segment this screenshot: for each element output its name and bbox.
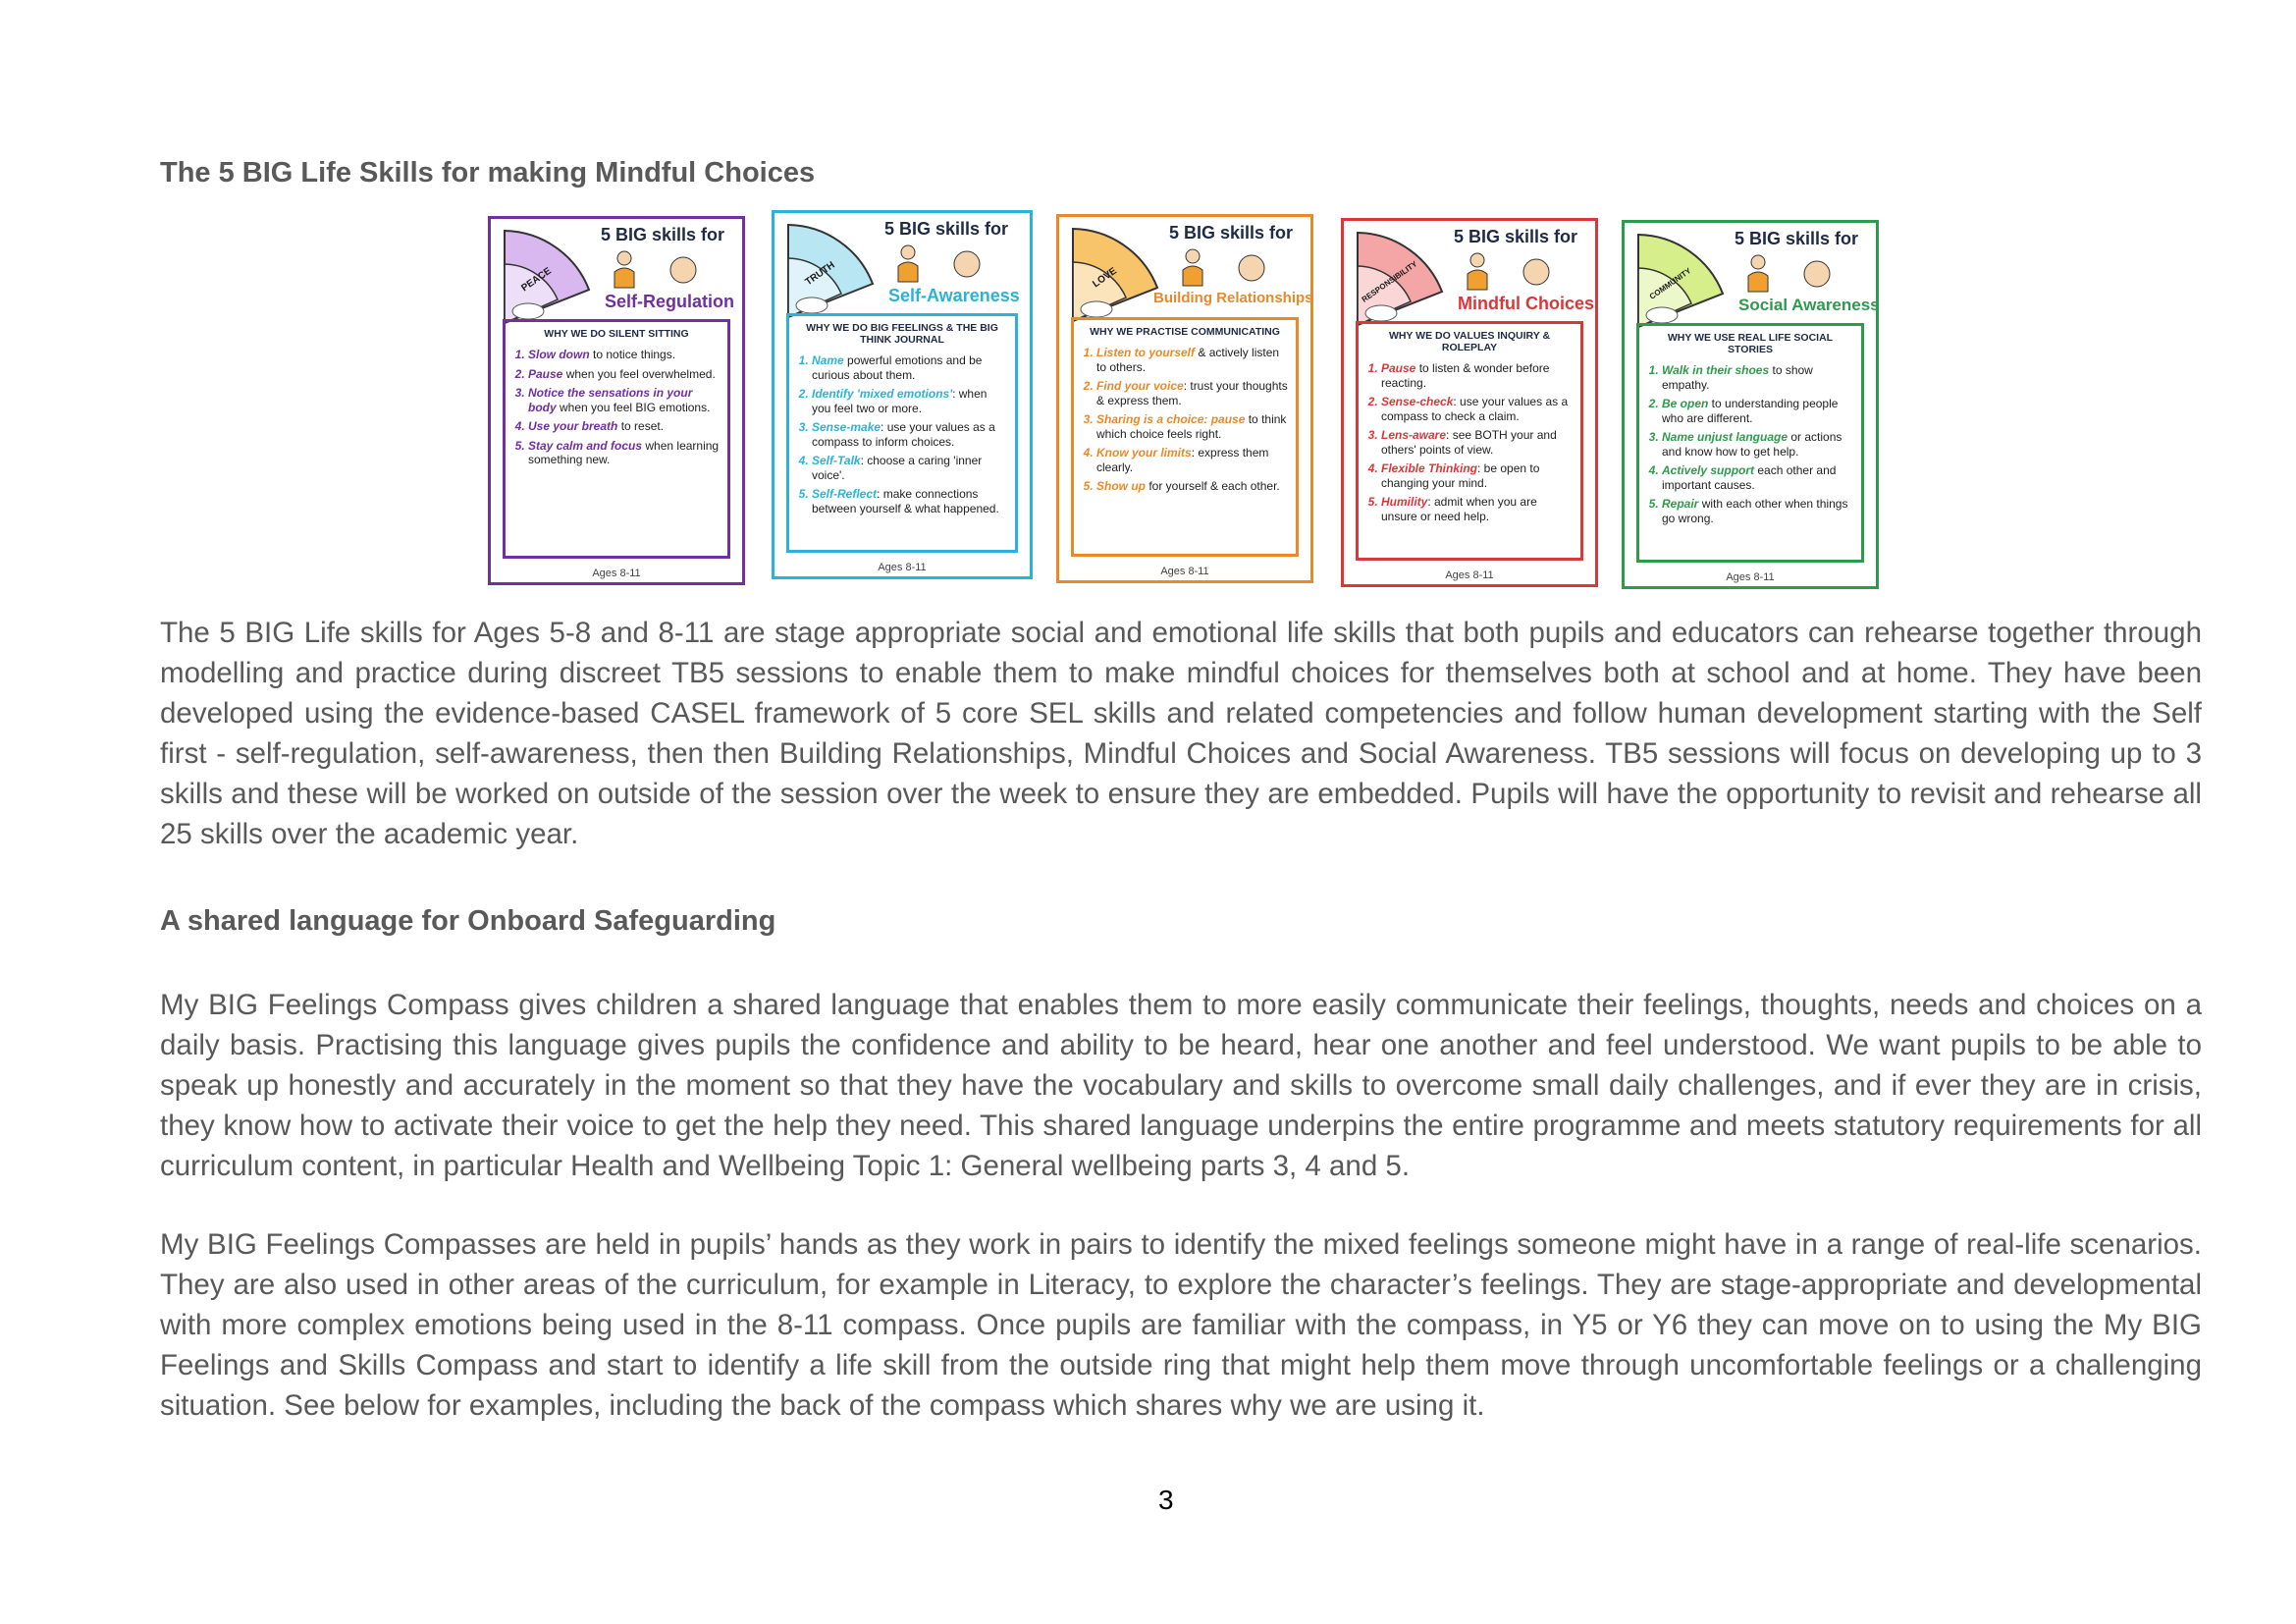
card-skills-box <box>503 319 730 559</box>
skill-card <box>1622 220 1879 589</box>
skill-keyword: Humility <box>1381 495 1428 509</box>
section-heading-safeguarding: A shared language for Onboard Safeguarding <box>160 905 776 937</box>
card-age-label: Ages 8-11 <box>1160 566 1209 577</box>
card-why-heading: WHY WE DO SILENT SITTING <box>544 328 689 340</box>
skill-keyword: Know your limits <box>1096 446 1192 460</box>
card-skill-list <box>1366 361 1573 523</box>
skill-keyword: Notice the sensations in your body <box>528 386 693 414</box>
skill-keyword: Repair <box>1662 497 1699 511</box>
value-fan-icon <box>1352 227 1460 335</box>
value-fan-icon <box>1632 229 1740 337</box>
card-skills-box <box>1071 317 1299 557</box>
skill-keyword: Self-Reflect <box>812 487 878 501</box>
skill-keyword: Lens-aware <box>1381 428 1447 442</box>
skill-item: 3. Lens-aware: see BOTH your and others' points of view. <box>1381 428 1573 457</box>
card-title-prefix: 5 BIG skills for <box>1735 229 1859 248</box>
card-title: Self-Awareness <box>888 286 1020 305</box>
skill-item: 5. Show up for yourself & each other. <box>1096 479 1288 494</box>
skill-keyword: Use your breath <box>528 419 618 433</box>
card-title-prefix: 5 BIG skills for <box>884 219 1009 239</box>
skill-card <box>488 216 745 585</box>
character-icons <box>1740 252 1858 294</box>
skill-keyword: Flexible Thinking <box>1381 461 1478 475</box>
skill-item: 5. Repair with each other when things go wrong. <box>1662 497 1853 525</box>
skill-keyword: Be open <box>1662 397 1709 410</box>
card-title: Building Relationships <box>1153 290 1313 306</box>
fan-word: TRUTH <box>803 259 837 289</box>
skill-keyword: Walk in their shoes <box>1662 363 1770 377</box>
character-icons <box>890 243 1008 284</box>
skill-item: 1. Name powerful emotions and be curious about them. <box>812 353 1007 382</box>
intro-paragraph: The 5 BIG Life skills for Ages 5-8 and 8-11 are stage appropriate social and emotional life skills that both pupils and educators can rehearse together through modelling and practice during discreet TB5 sessions to enable them to make mindful choices for themselves both at school and at home. They have been developed using the evidence-based CASEL framework of 5 core SEL skills and related competencies and follow human development starting with the Self first - self-regulation, self-awareness, then then Building Relationships, Mindful Choices and Social Awareness. TB5 sessions will focus on developing up to 3 skills and these will be worked on outside of the session over the week to ensure they are embedded. Pupils will have the opportunity to revisit and rehearse all 25 skills over the academic year. <box>160 617 2202 850</box>
skill-card <box>1056 214 1313 583</box>
skill-keyword: Name unjust language <box>1662 430 1789 444</box>
skill-item: 1. Listen to yourself & actively listen to others. <box>1096 346 1288 374</box>
fan-word: COMMUNITY <box>1647 266 1693 301</box>
card-skill-list <box>1082 346 1288 494</box>
card-skill-list <box>797 353 1007 515</box>
skill-keyword: Sense-check <box>1381 395 1454 408</box>
card-skills-box <box>1356 321 1583 561</box>
fan-word: PEACE <box>519 265 554 295</box>
skill-keyword: Identify 'mixed emotions' <box>812 387 953 401</box>
card-title: Mindful Choices <box>1458 294 1594 313</box>
value-fan-icon <box>782 219 890 327</box>
card-title: Self-Regulation <box>605 292 735 311</box>
skill-item: 3. Sense-make: use your values as a compass to inform choices. <box>812 420 1007 449</box>
skill-item: 2. Be open to understanding people who are different. <box>1662 397 1853 425</box>
value-fan-icon <box>1067 223 1175 331</box>
card-age-label: Ages 8-11 <box>1445 569 1494 581</box>
fan-word: LOVE <box>1091 265 1119 291</box>
skill-item: 2. Sense-check: use your values as a compass to check a claim. <box>1381 395 1573 423</box>
section-heading: The 5 BIG Life Skills for making Mindful Choices <box>160 157 816 189</box>
card-skills-box <box>786 313 1018 553</box>
compass-paragraph: My BIG Feelings Compass gives children a shared language that enables them to more easily communicate their feelings, thoughts, needs and choices on a daily basis. Practising this language gives pupils the confidence and ability to be heard, hear one another and feel understood. We want pupils to be able to speak up honestly and accurately in the moment so that they have the vocabulary and skills to overcome small daily challenges, and if ever they are in crisis, they know how to activate their voice to get the help they need. This shared language underpins the entire programme and meets statutory requirements for all curriculum content, in particular Health and Wellbeing Topic 1: General wellbeing parts 3, 4 and 5. <box>160 989 2202 1182</box>
card-skill-list <box>1647 363 1853 525</box>
value-fan-icon <box>499 225 607 333</box>
skill-item: 3. Name unjust language or actions and know how to get help. <box>1662 430 1853 459</box>
card-why-heading: WHY WE DO BIG FEELINGS & THE BIG THINK JOURNAL <box>806 322 998 346</box>
skill-keyword: Stay calm and focus <box>528 438 643 453</box>
skill-keyword: Self-Talk <box>812 454 861 467</box>
skill-keyword: Pause <box>528 366 563 381</box>
skill-item: 4. Know your limits: express them clearly. <box>1096 446 1288 474</box>
skill-keyword: Actively support <box>1662 463 1755 477</box>
skill-item: 4. Flexible Thinking: be open to changing your mind. <box>1381 461 1573 490</box>
skill-keyword: Show up <box>1096 479 1146 493</box>
skill-keyword: Slow down <box>528 348 590 361</box>
skill-item: 2. Identify 'mixed emotions': when you feel two or more. <box>812 387 1007 415</box>
skill-keyword: Sense-make <box>812 420 881 434</box>
card-skills-box <box>1636 323 1864 563</box>
card-title-prefix: 5 BIG skills for <box>1454 227 1578 246</box>
skill-item: 4. Self-Talk: choose a caring 'inner voice'. <box>812 454 1007 482</box>
card-why-heading: WHY WE DO VALUES INQUIRY & ROLEPLAY <box>1388 330 1551 353</box>
character-icons <box>607 248 724 290</box>
compass-usage-paragraph: My BIG Feelings Compasses are held in pupils’ hands as they work in pairs to identify the mixed feelings someone might have in a range of real-life scenarios. They are also used in other areas of the curriculum, for example in Literacy, to explore the character’s feelings. They are stage-appropriate and developmental with more complex emotions being used in the 8-11 compass. Once pupils are familiar with the compass, in Y5 or Y6 they can move on to using the My BIG Feelings and Skills Compass and start to identify a life skill from the outside ring that might help them move through uncomfortable feelings or a challenging situation. See below for examples, including the back of the compass which shares why we are using it. <box>160 1228 2202 1422</box>
card-title-prefix: 5 BIG skills for <box>1169 223 1294 243</box>
card-age-label: Ages 8-11 <box>1726 571 1775 583</box>
character-icons <box>1175 246 1293 288</box>
skill-keyword: Name <box>812 353 844 367</box>
fan-word: RESPONSIBILITY <box>1360 259 1419 304</box>
card-why-heading: WHY WE PRACTISE COMMUNICATING <box>1090 326 1280 338</box>
skill-item: 1. Walk in their shoes to show empathy. <box>1662 363 1853 392</box>
card-title: Social Awareness <box>1738 296 1880 314</box>
skill-item: 5. Self-Reflect: make connections between yourself & what happened. <box>812 487 1007 515</box>
skill-item: 2. Pause when you feel overwhelmed. <box>528 367 720 382</box>
character-icons <box>1460 250 1577 292</box>
skill-item: 5. Stay calm and focus when learning something new. <box>528 439 720 467</box>
skill-keyword: Sharing is a choice: pause <box>1096 412 1246 426</box>
skill-item: 3. Sharing is a choice: pause to think which choice feels right. <box>1096 412 1288 441</box>
skill-keyword: Pause <box>1381 361 1416 375</box>
skill-item: 4. Use your breath to reset. <box>528 419 720 434</box>
card-why-heading: WHY WE USE REAL LIFE SOCIAL STORIES <box>1667 332 1834 355</box>
skill-card <box>772 210 1033 579</box>
skill-item: 3. Notice the sensations in your body when you feel BIG emotions. <box>528 386 720 414</box>
skill-keyword: Listen to yourself <box>1096 346 1196 359</box>
card-age-label: Ages 8-11 <box>878 562 927 573</box>
skill-item: 4. Actively support each other and important causes. <box>1662 463 1853 492</box>
skill-keyword: Find your voice <box>1096 379 1184 393</box>
skill-card <box>1341 218 1598 587</box>
card-title-prefix: 5 BIG skills for <box>601 225 725 244</box>
card-age-label: Ages 8-11 <box>592 568 641 579</box>
card-skill-list <box>513 348 720 467</box>
skill-item: 1. Pause to listen & wonder before reacting. <box>1381 361 1573 390</box>
skill-item: 2. Find your voice: trust your thoughts & express them. <box>1096 379 1288 407</box>
page-number: 3 <box>1158 1485 1174 1515</box>
skill-item: 1. Slow down to notice things. <box>528 348 720 362</box>
skill-item: 5. Humility: admit when you are unsure or need help. <box>1381 495 1573 523</box>
